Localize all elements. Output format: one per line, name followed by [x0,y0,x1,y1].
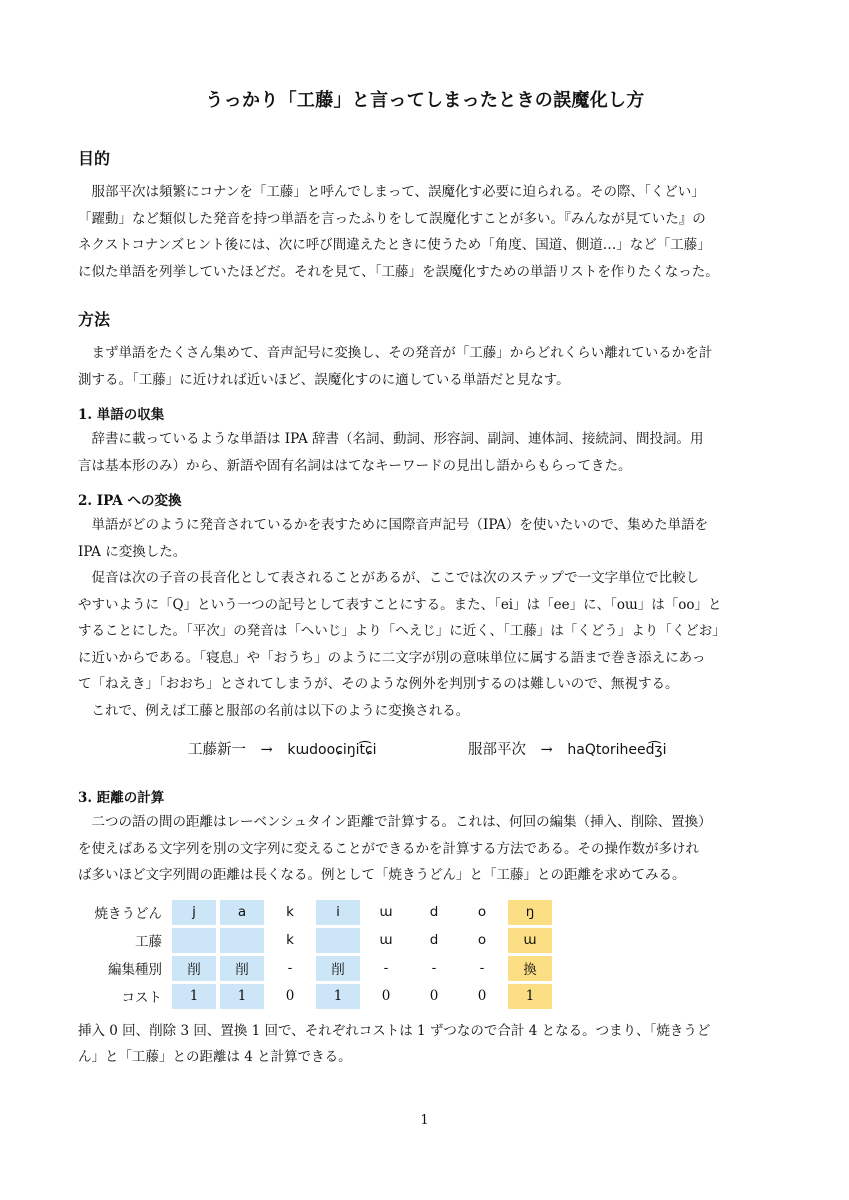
hattori-name: 服部平次 [468,742,526,758]
row-label: 焼きうどん [94,906,162,922]
document-page [78,86,772,1071]
row-label: 編集種別 [108,962,162,978]
row-label: 工藤 [135,934,162,950]
table-row-costs [82,984,552,1009]
table-cell: ŋ [508,900,552,925]
ipa-paragraph-3: これで、例えば工藤と服部の名前は以下のように変換される。 [91,702,470,719]
table-cell: 削 [172,956,216,981]
table-cell [172,928,216,953]
hattori-conversion [468,738,667,759]
distance-paragraph [78,809,772,889]
result-line: 挿入 0 回、削除 3 回、置換 1 回で、それぞれコストは 1 ずつなので合計 4 となる。つまり、「焼きうど [78,1022,711,1039]
ipa-line: 単語がどのように発音されているかを表すために国際音声記号（IPA）を使いたいので、集めた単語を [91,517,709,533]
table-row-target [82,928,552,953]
table-cell: ɯ [379,932,393,948]
table-cell: d [429,932,439,948]
result-line: ん」と「工藤」との距離は 4 と計算できる。 [78,1049,352,1065]
purpose-paragraph [78,179,772,285]
ipa-line: 促音は次の子音の長音化として表されることがあるが、ここでは次のステップで一文字単位で比較し [91,570,700,586]
table-cell: 1 [172,984,216,1009]
table-cell: j [172,900,216,925]
table-cell: d [429,904,439,920]
table-cell: - [479,960,485,976]
purpose-line: 「躍動」など類似した発音を持つ単語を言ったふりをして誤魔化すことが多い。『みんなが見ていた』の [78,210,706,227]
table-cell: 1 [220,984,264,1009]
table-cell: - [383,960,389,976]
ipa-line: やすいように「Q」という一つの記号として表すことにする。また、「ei」は「ee」に、「oɯ」は「oo」と [78,596,722,613]
row-label: コスト [121,990,162,1006]
collect-paragraph [78,426,772,479]
collect-line: 言は基本形のみ）から、新語や固有名詞ははてなキーワードの見出し語からもらってきた。 [78,457,632,474]
method-line: 測する。「工藤」に近ければ近いほど、誤魔化すのに適している単語だと見なす。 [78,371,570,388]
ipa-line: に近いからである。「寝息」や「おうち」のように二文字が別の意味単位に属する語まで巻き添えにあっ [78,649,706,666]
subsection-heading-distance: 3. 距離の計算 [78,790,165,806]
table-cell: 0 [285,988,295,1004]
table-row-ops [82,956,552,981]
distance-line: 二つの語の間の距離はレーベンシュタイン距離で計算する。これは、何回の編集（挿入、削除、置換） [91,814,712,830]
table-cell: a [220,900,264,925]
table-cell: 0 [381,988,391,1004]
table-cell: i [316,900,360,925]
table-cell: 削 [316,956,360,981]
ipa-line: することにした。「平次」の発音は「へいじ」より「へえじ」に近く、「工藤」は「くどう」より「くどお」 [78,623,726,639]
arrow-icon: → [540,742,553,758]
kudo-name: 工藤新一 [188,742,246,758]
purpose-line: に似た単語を列挙していたほどだ。それを見て、「工藤」を誤魔化すための単語リストを作りたくなった。 [78,263,719,280]
arrow-icon: → [260,742,273,758]
method-paragraph [78,340,772,393]
page-number: 1 [420,1113,429,1128]
kudo-ipa: kɯdooɕiŋit͡ɕi [287,742,377,758]
distance-result-paragraph [78,1018,772,1071]
subsection-heading-ipa: 2. IPA への変換 [78,493,182,509]
table-cell: 0 [477,988,487,1004]
ipa-line: て「ねえき」「おおち」とされてしまうが、そのような例外を判別するのは難しいので、無視する。 [78,676,679,692]
ipa-line: IPA に変換した。 [78,543,187,560]
table-cell: k [286,904,294,920]
table-cell: - [431,960,437,976]
table-cell: - [287,960,293,976]
table-cell: k [286,932,294,948]
distance-line: を使えばある文字列を別の文字列に変えることができるかを計算する方法である。その操作数が多けれ [78,840,699,857]
collect-line: 辞書に載っているような単語は IPA 辞書（名詞、動詞、形容詞、副詞、連体詞、接続詞、間投詞。用 [91,431,704,447]
table-cell: ɯ [379,904,393,920]
table-cell: 0 [429,988,439,1004]
table-cell [220,928,264,953]
table-cell: 1 [316,984,360,1009]
levenshtein-table [78,897,556,1012]
ipa-paragraph-2 [78,565,772,698]
table-cell: 換 [508,956,552,981]
kudo-conversion [188,738,377,759]
section-heading-purpose: 目的 [78,149,111,168]
method-line: まず単語をたくさん集めて、音声記号に変換し、その発音が「工藤」からどれくらい離れているかを計 [91,345,713,361]
table-cell: o [477,904,487,920]
section-heading-method: 方法 [78,310,111,329]
subsection-heading-collect: 1. 単語の収集 [78,407,165,423]
ipa-paragraph-1 [78,512,772,565]
purpose-line: 服部平次は頻繁にコナンを「工藤」と呼んでしまって、誤魔化す必要に迫られる。その際、「くどい」 [91,184,705,200]
table-cell: 1 [508,984,552,1009]
purpose-line: ネクストコナンズヒント後には、次に呼び間違えたときに使うため「角度、国道、側道…」など「工藤」 [78,237,711,253]
table-row-source [82,900,552,925]
distance-line: ば多いほど文字列間の距離は長くなる。例として「焼きうどん」と「工藤」との距離を求めてみる。 [78,867,686,883]
table-cell: ɯ [508,928,552,953]
table-cell: 削 [220,956,264,981]
hattori-ipa: haQtoriheed͡ʒi [567,742,667,758]
document-title: うっかり「工藤」と言ってしまったときの誤魔化し方 [205,90,645,111]
ipa-conversion-example [78,730,772,770]
table-cell [316,928,360,953]
table-cell: o [477,932,487,948]
